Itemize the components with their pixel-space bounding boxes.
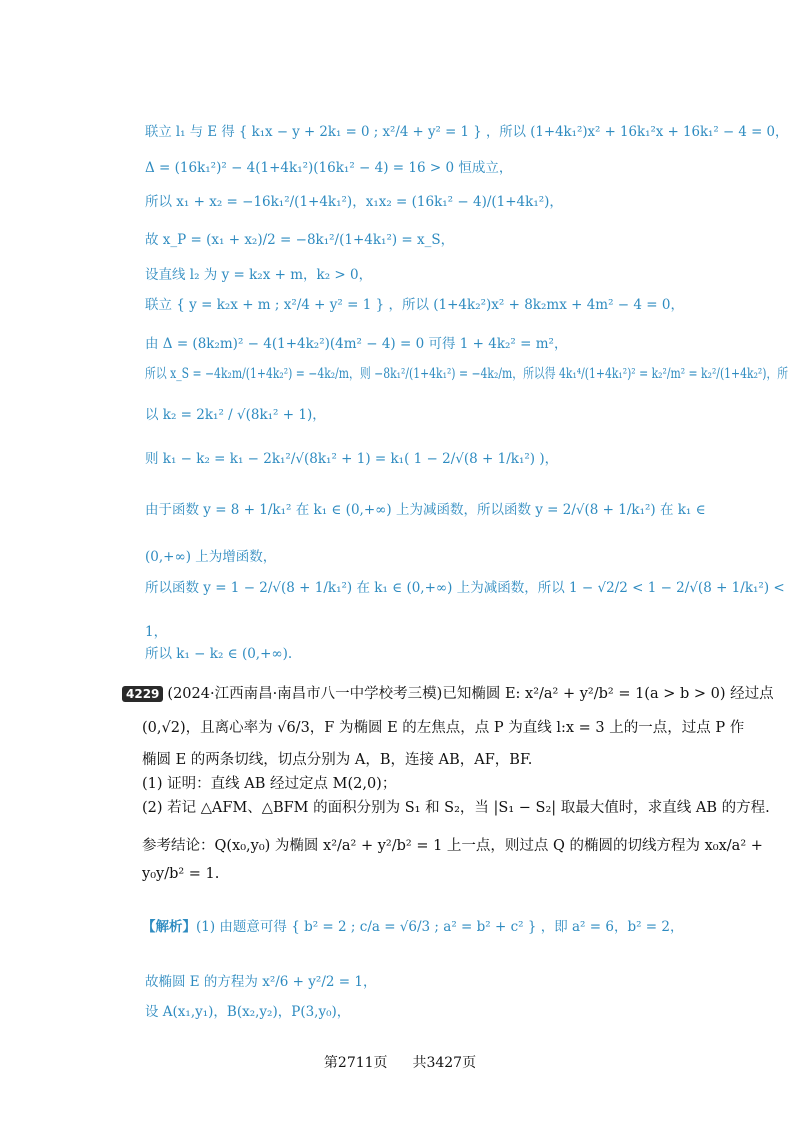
solution-line-8: 所以 x_S = −4k₂m/(1+4k₂²) = −4k₂/m，则 −8k₁²/(1+4k₁²) = −4k₂/m，所以得 4k₁⁴/(1+4k₁²)² = k₂²/m² = k₂²/(1+4k₂²)，所 xyxy=(145,366,789,382)
solution-line-7: 由 Δ = (8k₂m)² − 4(1+4k₂²)(4m² − 4) = 0 可得 1 + 4k₂² = m²， xyxy=(145,336,568,352)
solution-line-6: 联立 { y = k₂x + m ; x²/4 + y² = 1 } ，所以 (1+4k₂²)x² + 8k₂mx + 4m² − 4 = 0， xyxy=(145,297,684,313)
solution-line-4: 故 x_P = (x₁ + x₂)/2 = −8k₁²/(1+4k₁²) = x_S， xyxy=(145,232,455,248)
problem-line-2: (0,√2)，且离心率为 √6/3，F 为椭圆 E 的左焦点，点 P 为直线 l:x = 3 上的一点，过点 P 作 xyxy=(142,720,745,736)
reference-conclusion-cont: y₀y/b² = 1. xyxy=(142,866,220,882)
problem-number-badge: 4229 xyxy=(122,686,163,702)
solution-line-9: 以 k₂ = 2k₁² / √(8k₁² + 1)， xyxy=(145,407,326,423)
page-number: 第2711页 xyxy=(323,1055,388,1071)
solution-line-5: 设直线 l₂ 为 y = k₂x + m，k₂ > 0， xyxy=(145,267,373,283)
solution-line-2: Δ = (16k₁²)² − 4(1+4k₁²)(16k₁² − 4) = 16 > 0 恒成立， xyxy=(145,160,513,176)
analysis-text-1: (1) 由题意可得 { b² = 2 ; c/a = √6/3 ; a² = b² + c² } ，即 a² = 6，b² = 2， xyxy=(196,919,684,935)
total-pages: 共3427页 xyxy=(412,1055,477,1071)
problem-source-text: (2024·江西南昌·南昌市八一中学校考三模)已知椭圆 E: x²/a² + y²/b² = 1(a > b > 0) 经过点 xyxy=(167,686,774,702)
analysis-line-2: 故椭圆 E 的方程为 x²/6 + y²/2 = 1， xyxy=(145,974,377,990)
reference-conclusion: 参考结论：Q(x₀,y₀) 为椭圆 x²/a² + y²/b² = 1 上一点，则过点 Q 的椭圆的切线方程为 x₀x/a² + xyxy=(142,838,763,854)
problem-part-1: (1) 证明：直线 AB 经过定点 M(2,0)； xyxy=(142,776,397,792)
solution-line-3: 所以 x₁ + x₂ = −16k₁²/(1+4k₁²)，x₁x₂ = (16k₁² − 4)/(1+4k₁²)， xyxy=(145,194,563,210)
problem-line-3: 椭圆 E 的两条切线，切点分别为 A，B，连接 AB，AF，BF. xyxy=(142,752,533,768)
solution-line-11: 由于函数 y = 8 + 1/k₁² 在 k₁ ∈ (0,+∞) 上为减函数，所以函数 y = 2/√(8 + 1/k₁²) 在 k₁ ∈ xyxy=(145,502,706,518)
solution-line-1: 联立 l₁ 与 E 得 { k₁x − y + 2k₁ = 0 ; x²/4 + y² = 1 } ，所以 (1+4k₁²)x² + 16k₁²x + 16k₁² − 4 = 0， xyxy=(145,124,789,140)
solution-line-10: 则 k₁ − k₂ = k₁ − 2k₁²/√(8k₁² + 1) = k₁( 1 − 2/√(8 + 1/k₁²) )， xyxy=(145,451,559,467)
analysis-line-1 xyxy=(142,915,683,935)
analysis-line-3: 设 A(x₁,y₁)，B(x₂,y₂)，P(3,y₀)， xyxy=(145,1004,351,1020)
solution-line-13: 所以函数 y = 1 − 2/√(8 + 1/k₁²) 在 k₁ ∈ (0,+∞) 上为减函数，所以 1 − √2/2 < 1 − 2/√(8 + 1/k₁²) < xyxy=(145,580,785,596)
solution-line-15: 所以 k₁ − k₂ ∈ (0,+∞). xyxy=(145,646,293,662)
solution-line-14: 1， xyxy=(145,624,168,640)
solution-line-12: (0,+∞) 上为增函数， xyxy=(145,549,277,565)
problem-line-1 xyxy=(122,682,774,703)
problem-part-2: (2) 若记 △AFM、△BFM 的面积分别为 S₁ 和 S₂，当 |S₁ − S₂| 取最大值时，求直线 AB 的方程. xyxy=(142,800,770,816)
page-footer xyxy=(0,1052,800,1072)
analysis-mark: 【解析】 xyxy=(142,919,196,935)
